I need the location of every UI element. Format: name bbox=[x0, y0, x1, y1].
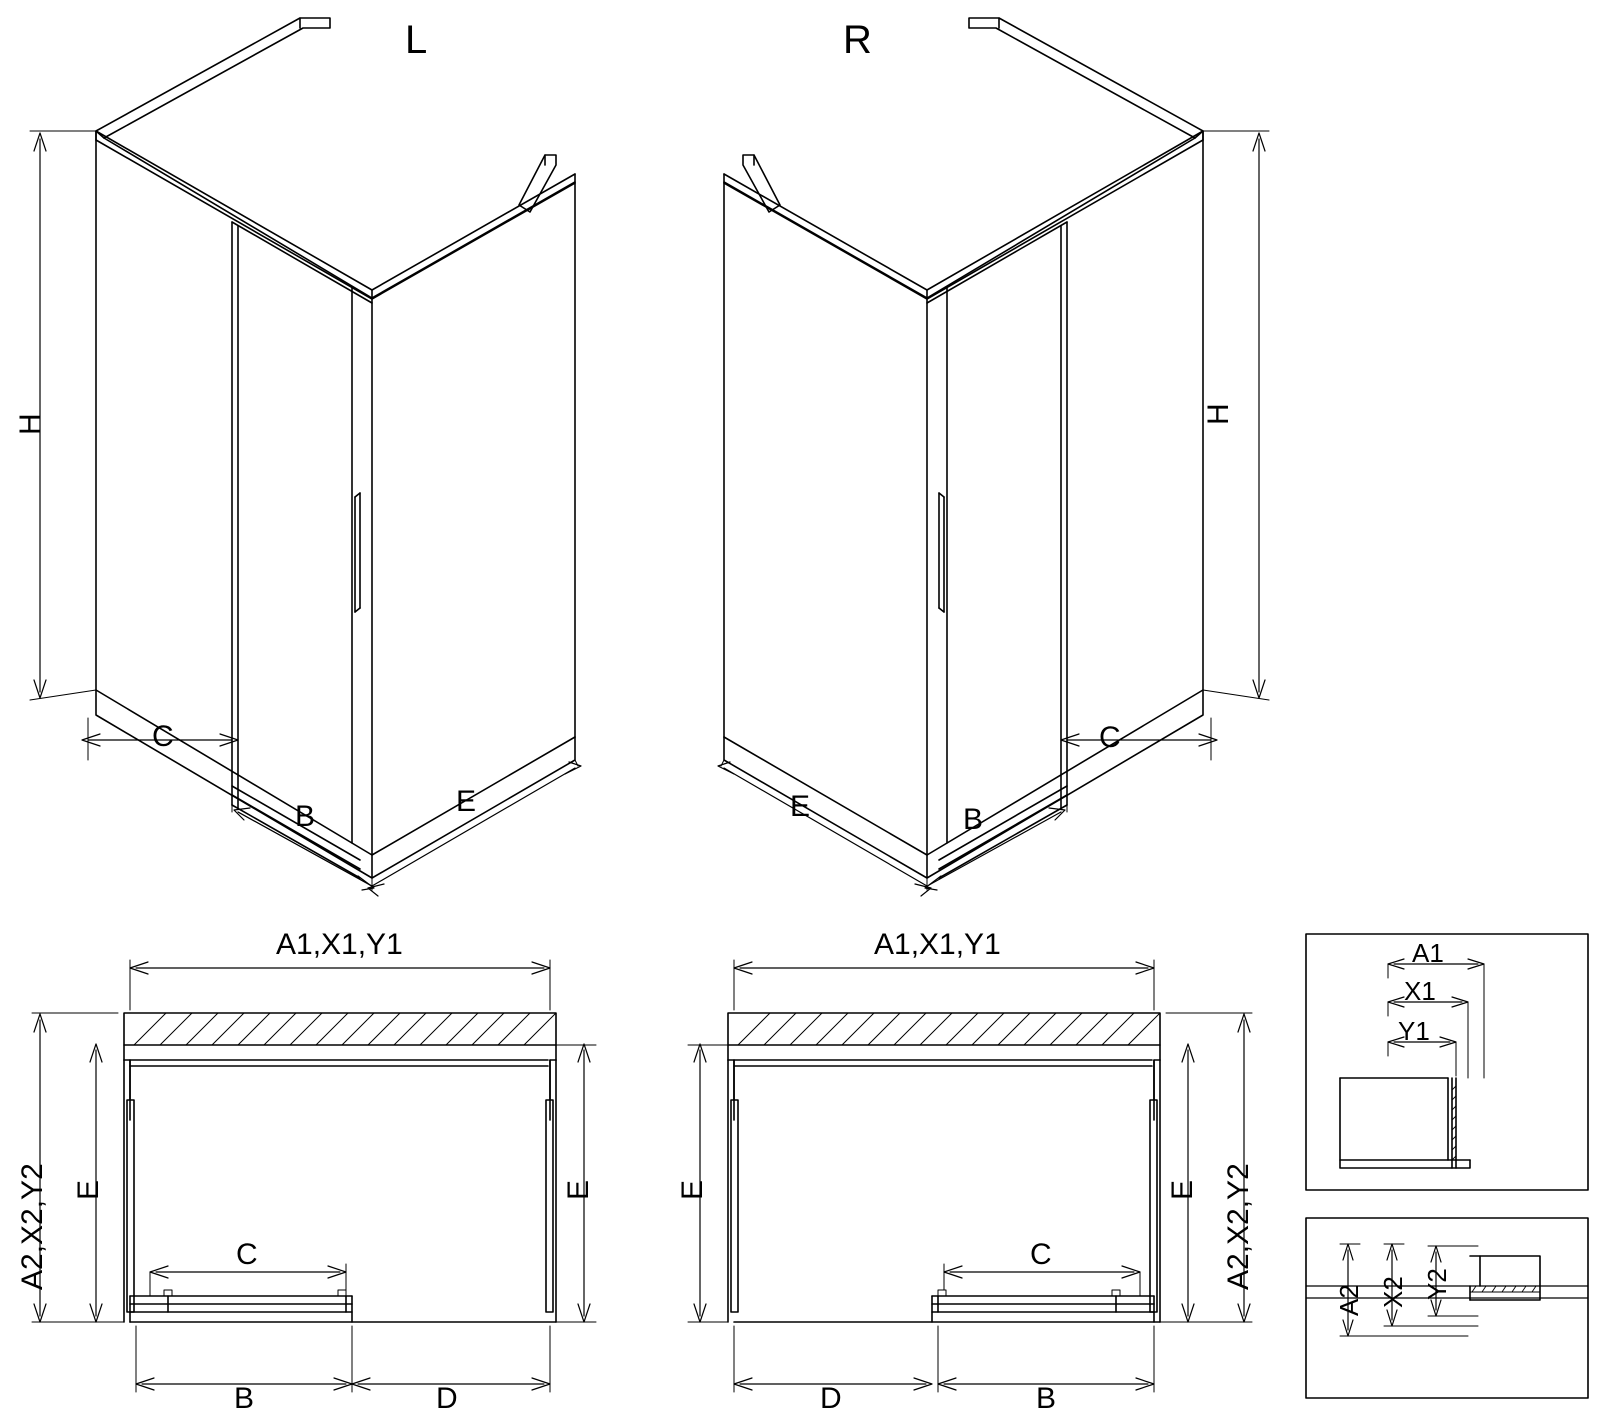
dim-label-plan-left-c: C bbox=[236, 1238, 258, 1271]
dim-label-iso-left-height: H bbox=[14, 413, 47, 435]
dim-label-iso-left-e: E bbox=[456, 785, 477, 818]
view-title-left: L bbox=[405, 18, 428, 62]
dim-label-plan-right-overall: A2,X2,Y2 bbox=[1222, 1163, 1255, 1290]
dim-label-plan-right-e-left: E bbox=[676, 1179, 709, 1200]
detail-bottom-label-y2: Y2 bbox=[1422, 1268, 1452, 1300]
detail-top-label-a1: A1 bbox=[1412, 938, 1444, 968]
dim-label-plan-left-b: B bbox=[234, 1382, 255, 1415]
dim-label-plan-right-e-right: E bbox=[1166, 1179, 1199, 1200]
dim-label-plan-left-e-right: E bbox=[562, 1179, 595, 1200]
dim-label-plan-right-b: B bbox=[1036, 1382, 1057, 1415]
detail-top-label-y1: Y1 bbox=[1398, 1016, 1430, 1046]
detail-bottom-label-a2: A2 bbox=[1334, 1284, 1364, 1316]
dim-label-plan-left-top: A1,X1,Y1 bbox=[276, 928, 403, 961]
dim-label-plan-left-d: D bbox=[436, 1382, 458, 1415]
dim-label-plan-right-d: D bbox=[820, 1382, 842, 1415]
dim-label-plan-right-top: A1,X1,Y1 bbox=[874, 928, 1001, 961]
view-title-right: R bbox=[843, 18, 872, 62]
dim-label-iso-right-c: C bbox=[1099, 721, 1121, 754]
dim-label-plan-right-c: C bbox=[1030, 1238, 1052, 1271]
dim-label-iso-right-height: H bbox=[1202, 403, 1235, 425]
dim-label-iso-right-e: E bbox=[790, 790, 811, 823]
dim-label-iso-left-c: C bbox=[152, 720, 174, 753]
detail-top-label-x1: X1 bbox=[1404, 976, 1436, 1006]
dim-label-plan-left-e-inner: E bbox=[72, 1179, 105, 1200]
dim-label-plan-left-overall: A2,X2,Y2 bbox=[16, 1163, 49, 1290]
detail-bottom-label-x2: X2 bbox=[1378, 1276, 1408, 1308]
dim-label-iso-left-b: B bbox=[295, 800, 316, 833]
dim-label-iso-right-b: B bbox=[963, 803, 984, 836]
